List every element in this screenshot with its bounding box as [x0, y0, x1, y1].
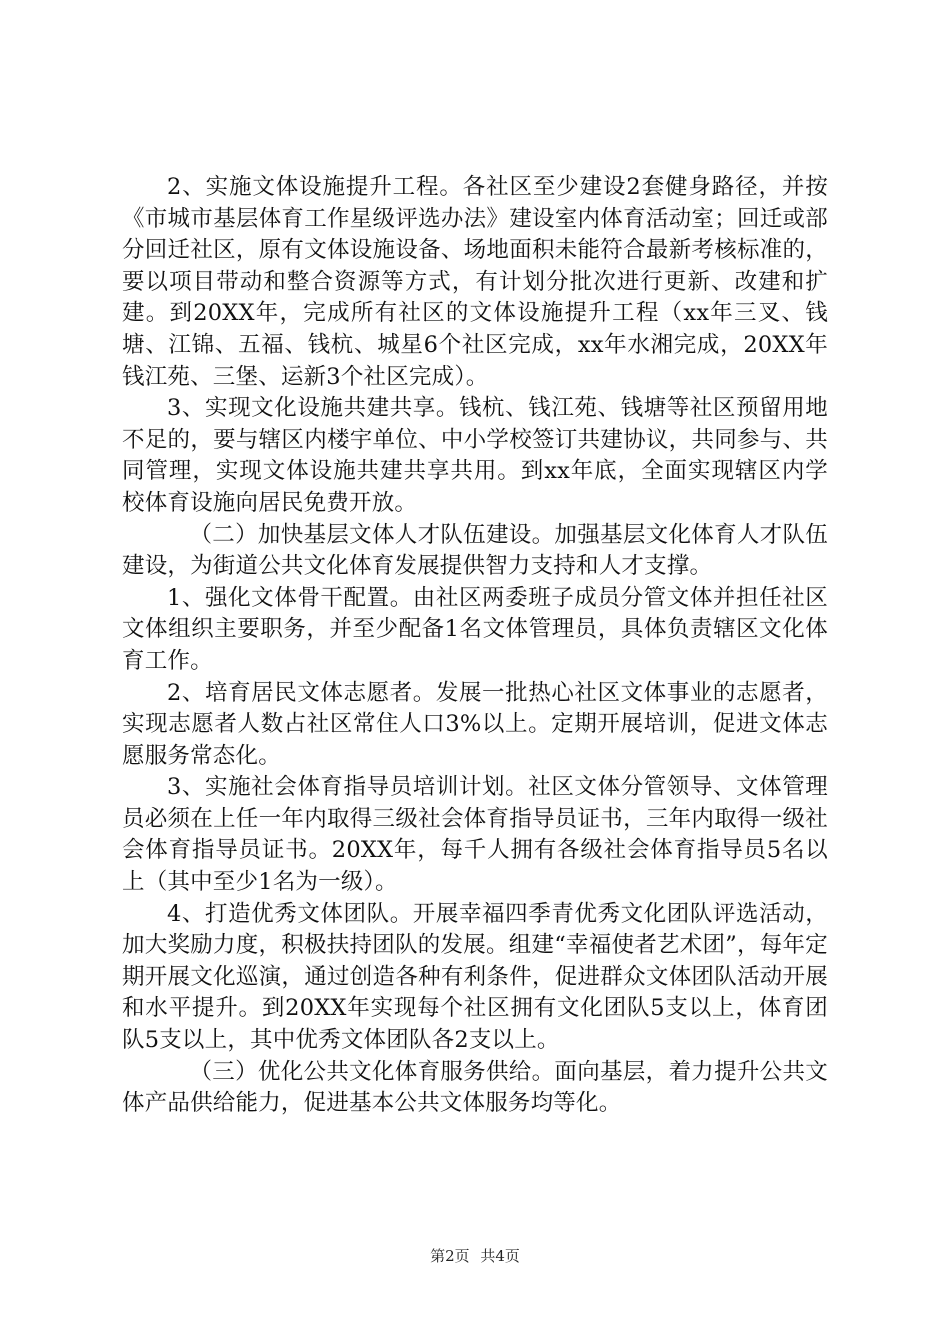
paragraph-facility-upgrade: 2、实施文体设施提升工程。各社区至少建设2套健身路径，并按《市城市基层体育工作星级评选办法》建设室内体育活动室；回迁或部分回迁社区，原有文体设施设备、场地面积未能符合最新考核标准的，要以项目带动和整合资源等方式，有计划分批次进行更新、改建和扩建。到20XX年，完成所有社区的文体设施提升工程（xx年三叉、钱塘、江锦、五福、钱杭、城星6个社区完成，xx年水湘完成，20XX年钱江苑、三堡、运新3个社区完成）。	[122, 174, 828, 390]
paragraph-instructor-training: 3、实施社会体育指导员培训计划。社区文体分管领导、文体管理员必须在上任一年内取得三级社会体育指导员证书，三年内取得一级社会体育指导员证书。20XX年，每千人拥有各级社会体育指导员5名以上（其中至少1名为一级）。	[122, 774, 828, 896]
paragraph-facility-sharing: 3、实现文化设施共建共享。钱杭、钱江苑、钱塘等社区预留用地不足的，要与辖区内楼宇单位、中小学校签订共建协议，共同参与、共同管理，实现文体设施共建共享共用。到xx年底，全面实现辖区内学校体育设施向居民免费开放。	[122, 395, 828, 516]
paragraph-volunteers: 2、培育居民文体志愿者。发展一批热心社区文体事业的志愿者，实现志愿者人数占社区常住人口3%以上。定期开展培训，促进文体志愿服务常态化。	[122, 679, 828, 769]
document-body	[122, 172, 828, 1120]
paragraph-section-talent: （二）加快基层文体人才队伍建设。加强基层文化体育人才队伍建设，为街道公共文化体育发展提供智力支持和人才支撑。	[122, 521, 828, 580]
page-footer	[0, 1246, 950, 1266]
page-number: 第2页	[430, 1247, 470, 1265]
paragraph-section-services: （三）优化公共文化体育服务供给。面向基层，着力提升公共文体产品供给能力，促进基本公共文体服务均等化。	[122, 1058, 828, 1117]
paragraph-backbone-config: 1、强化文体骨干配置。由社区两委班子成员分管文体并担任社区文体组织主要职务，并至少配备1名文体管理员，具体负责辖区文化体育工作。	[122, 584, 828, 674]
page-total: 共4页	[480, 1247, 520, 1265]
paragraph-teams: 4、打造优秀文体团队。开展幸福四季青优秀文化团队评选活动，加大奖励力度，积极扶持团队的发展。组建“幸福使者艺术团”，每年定期开展文化巡演，通过创造各种有利条件，促进群众文体团队活动开展和水平提升。到20XX年实现每个社区拥有文化团队5支以上，体育团队5支以上，其中优秀文体团队各2支以上。	[122, 900, 828, 1054]
